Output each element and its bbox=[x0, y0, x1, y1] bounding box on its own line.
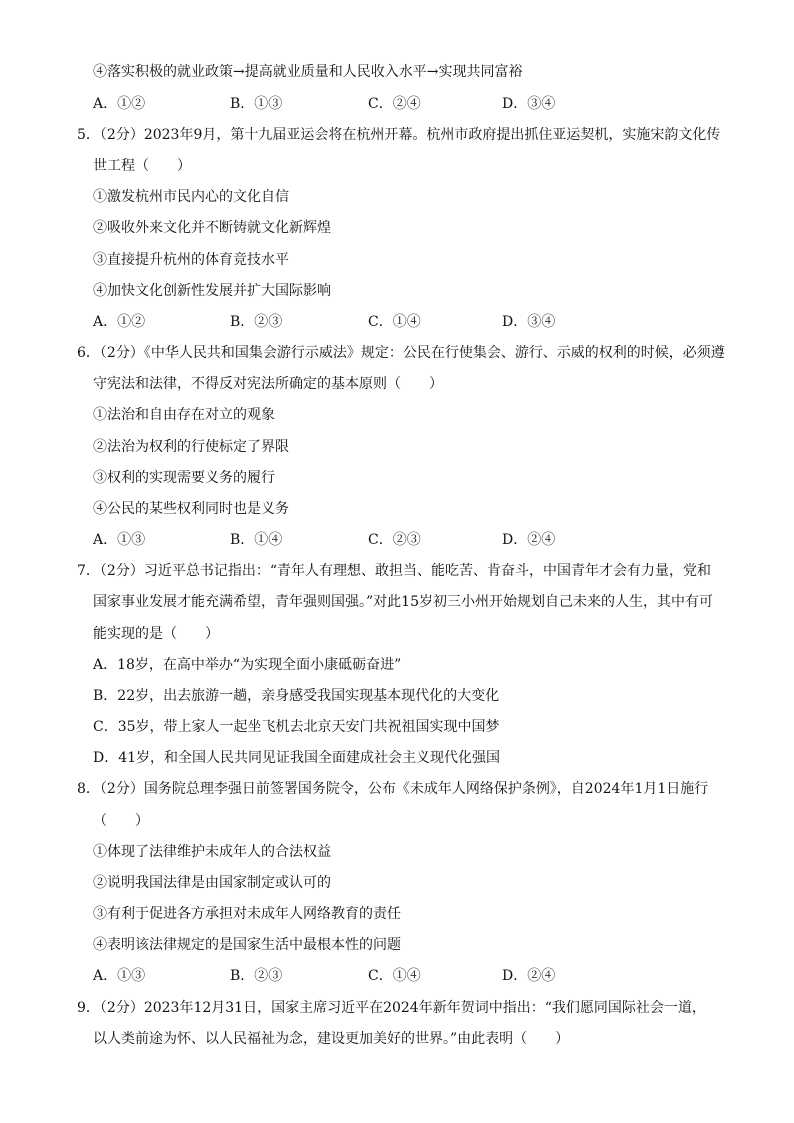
q6-option-c: C．②③ bbox=[368, 532, 421, 548]
q8-stem-line1: 8．（2分）国务院总理李强日前签署国务院令，公布《未成年人网络保护条例》，自2024年1月1日施行 bbox=[77, 781, 709, 797]
q5-option-d: D．③④ bbox=[502, 314, 556, 330]
q5-statement-3: ③直接提升杭州的体育竞技水平 bbox=[93, 252, 289, 268]
q7-stem-line3: 能实现的是（ ） bbox=[93, 626, 219, 642]
q8-statement-3: ③有利于促进各方承担对未成年人网络教育的责任 bbox=[93, 906, 401, 922]
q4-statement-4: ④落实积极的就业政策→提高就业质量和人民收入水平→实现共同富裕 bbox=[93, 64, 523, 80]
q5-statement-1: ①激发杭州市民内心的文化自信 bbox=[93, 189, 289, 205]
q6-statement-1: ①法治和自由存在对立的观象 bbox=[93, 407, 275, 423]
q6-stem-line1: 6．（2分）《中华人民共和国集会游行示威法》规定：公民在行使集会、游行、示威的权利的时候，必须遵 bbox=[77, 345, 725, 361]
q9-stem-line1: 9．（2分）2023年12月31日，国家主席习近平在2024年新年贺词中指出：“我们愿同国际社会一道， bbox=[77, 1000, 706, 1016]
q5-statement-2: ②吸收外来文化并不断铸就文化新辉煌 bbox=[93, 220, 331, 236]
q8-statement-4: ④表明该法律规定的是国家生活中最根本性的问题 bbox=[93, 937, 401, 953]
q6-option-a: A．①③ bbox=[93, 532, 146, 548]
q7-choice-a: A．18岁，在高中举办“为实现全面小康砥砺奋进” bbox=[93, 657, 402, 673]
q5-stem-line2: 世工程（ ） bbox=[93, 158, 191, 174]
q4-option-c: C．②④ bbox=[368, 96, 421, 112]
q6-stem-line2: 守宪法和法律，不得反对宪法所确定的基本原则（ ） bbox=[93, 376, 443, 392]
q6-option-d: D．②④ bbox=[502, 532, 556, 548]
q6-statement-2: ②法治为权利的行使标定了界限 bbox=[93, 439, 289, 455]
q8-statement-2: ②说明我国法律是由国家制定或认可的 bbox=[93, 875, 331, 891]
q8-option-d: D．②④ bbox=[502, 968, 556, 984]
q4-option-a: A．①② bbox=[93, 96, 146, 112]
q5-option-a: A．①② bbox=[93, 314, 146, 330]
q7-choice-d: D．41岁，和全国人民共同见证我国全面建成社会主义现代化强国 bbox=[93, 750, 501, 766]
q8-option-b: B．②③ bbox=[230, 968, 283, 984]
q6-statement-4: ④公民的某些权利同时也是义务 bbox=[93, 501, 289, 517]
q7-stem-line2: 国家事业发展才能充满希望，青年强则国强。”对此15岁初三小州开始规划自己未来的人生，其中有可 bbox=[93, 594, 713, 610]
q8-statement-1: ①体现了法律维护未成年人的合法权益 bbox=[93, 844, 331, 860]
q6-statement-3: ③权利的实现需要义务的履行 bbox=[93, 470, 275, 486]
q7-choice-c: C．35岁，带上家人一起坐飞机去北京天安门共祝祖国实现中国梦 bbox=[93, 719, 500, 735]
q8-option-c: C．①④ bbox=[368, 968, 421, 984]
q5-stem-line1: 5．（2分）2023年9月，第十九届亚运会将在杭州开幕。杭州市政府提出抓住亚运契机，实施宋韵文化传 bbox=[77, 127, 721, 143]
q7-choice-b: B．22岁，出去旅游一趟，亲身感受我国实现基本现代化的大变化 bbox=[93, 688, 500, 704]
q4-option-b: B．①③ bbox=[230, 96, 283, 112]
q6-option-b: B．①④ bbox=[230, 532, 283, 548]
q5-option-c: C．①④ bbox=[368, 314, 421, 330]
q5-option-b: B．②③ bbox=[230, 314, 283, 330]
q8-stem-line2: （ ） bbox=[93, 813, 149, 829]
q8-option-a: A．①③ bbox=[93, 968, 146, 984]
q7-stem-line1: 7．（2分）习近平总书记指出：“青年人有理想、敢担当、能吃苦、肯奋斗，中国青年才会有力量，党和 bbox=[77, 563, 711, 579]
q5-statement-4: ④加快文化创新性发展并扩大国际影响 bbox=[93, 283, 331, 299]
q9-stem-line2: 以人类前途为怀、以人民福祉为念，建设更加美好的世界。”由此表明（ ） bbox=[93, 1031, 570, 1047]
q4-option-d: D．③④ bbox=[502, 96, 556, 112]
